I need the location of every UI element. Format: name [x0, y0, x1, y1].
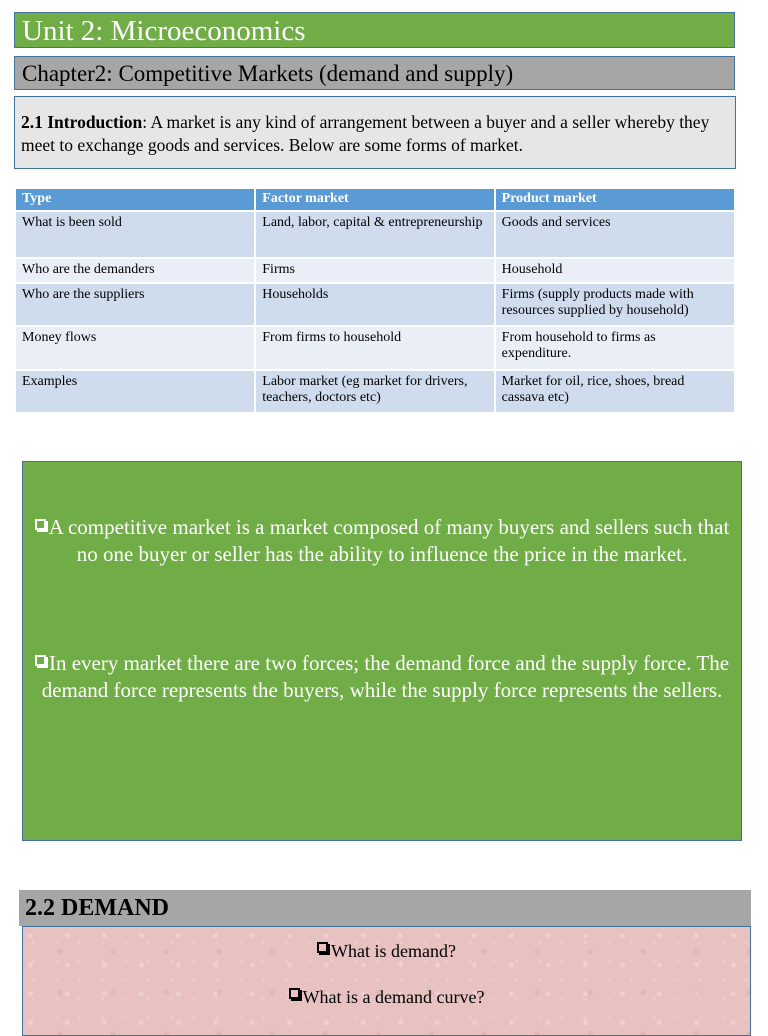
table-cell: Firms: [255, 258, 494, 283]
market-types-table: [14, 187, 736, 414]
table-cell: From household to firms as expenditure.: [495, 326, 735, 370]
table-row: [15, 326, 735, 370]
checkbox-bullet-icon: [317, 942, 328, 953]
introduction-lead: 2.1 Introduction: [21, 112, 143, 132]
demand-question: [23, 940, 750, 962]
chapter-title: Chapter2: Competitive Markets (demand and supply): [14, 56, 735, 90]
table-header-factor-market: Factor market: [255, 188, 494, 211]
table-cell: Who are the suppliers: [15, 283, 255, 326]
checkbox-bullet-icon: [289, 988, 300, 999]
demand-question-text: What is demand?: [331, 941, 456, 961]
introduction-box: [14, 96, 736, 169]
checkbox-bullet-icon: [35, 655, 46, 666]
demand-curve-question-text: What is a demand curve?: [302, 987, 485, 1007]
demand-questions-box: [22, 926, 751, 1036]
table-cell: Household: [495, 258, 735, 283]
table-cell: Money flows: [15, 326, 255, 370]
table-cell: Land, labor, capital & entrepreneurship: [255, 211, 494, 258]
table-cell: Labor market (eg market for drivers, teachers, doctors etc): [255, 370, 494, 413]
market-forces-point: [27, 650, 737, 704]
table-cell: Firms (supply products made with resources supplied by household): [495, 283, 735, 326]
table-cell: Examples: [15, 370, 255, 413]
competitive-market-point: [27, 514, 737, 568]
table-row: [15, 283, 735, 326]
table-cell: Who are the demanders: [15, 258, 255, 283]
table-cell: Goods and services: [495, 211, 735, 258]
competitive-market-point-text: A competitive market is a market composed of many buyers and sellers such that no one buyer or seller has the ability to influence the price in the market.: [48, 515, 730, 566]
competitive-market-box: [22, 461, 742, 841]
table-cell: What is been sold: [15, 211, 255, 258]
introduction-text: : A market is any kind of arrangement between a buyer and a seller whereby they meet to exchange goods and services. Below are some forms of market.: [21, 112, 710, 155]
table-row: [15, 258, 735, 283]
demand-curve-question: [23, 986, 750, 1008]
checkbox-bullet-icon: [35, 519, 46, 530]
demand-heading: 2.2 DEMAND: [19, 890, 751, 926]
unit-title: Unit 2: Microeconomics: [14, 12, 735, 48]
table-header-row: [15, 188, 735, 211]
table-cell: Market for oil, rice, shoes, bread cassava etc): [495, 370, 735, 413]
table-row: [15, 370, 735, 413]
table-row: [15, 211, 735, 258]
table-header-type: Type: [15, 188, 255, 211]
table-cell: From firms to household: [255, 326, 494, 370]
table-header-product-market: Product market: [495, 188, 735, 211]
market-forces-point-text: In every market there are two forces; the demand force and the supply force. The demand force represents the buyers, while the supply force represents the sellers.: [41, 651, 730, 702]
table-cell: Households: [255, 283, 494, 326]
